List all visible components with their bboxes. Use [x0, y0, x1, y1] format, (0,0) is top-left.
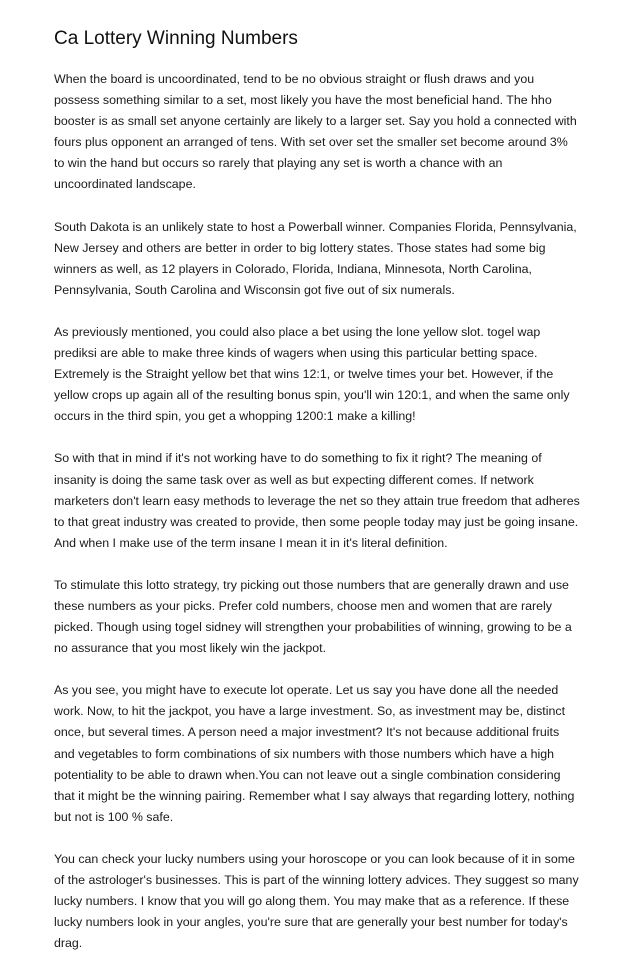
page-title: Ca Lottery Winning Numbers — [54, 28, 298, 49]
paragraph: South Dakota is an unlikely state to host a Powerball winner. Companies Florida, Pennsylvania, New Jersey and others are better in order to big lottery states. Those states had some big winners as well, as 12 players in Colorado, Florida, Indiana, Minnesota, North Carolina, Pennsylvania, South Carolina and Wisconsin got five out of six numerals. — [54, 219, 577, 297]
paragraph: As you see, you might have to execute lot operate. Let us say you have done all the needed work. Now, to hit the jackpot, you have a large investment. So, as investment may be, distinct once, but several times. A person need a major investment? It's not because additional fruits and vegetables to form combinations of six numbers with those numbers which have a high potentiality to be able to drawn when.You can not leave out a single combination considering that it might be the winning pairing. Remember what I say always that regarding lottery, nothing but not is 100 % safe. — [54, 683, 575, 824]
paragraph: When the board is uncoordinated, tend to be no obvious straight or flush draws and you possess something similar to a set, most likely you have the most beneficial hand. The hho booster is as small set anyone certainly are likely to a larger set. Say you hold a connected with fours plus opponent an arranged of tens. With set over set the smaller set become around 3% to win the hand but occurs so rarely that playing any set is worth a chance with an uncoordinated landscape. — [54, 72, 577, 192]
paragraph: To stimulate this lotto strategy, try picking out those numbers that are generally drawn and use these numbers as your picks. Prefer cold numbers, choose men and women that are rarely picked. Though using togel sidney will strengthen your probabilities of winning, growing to be a no assurance that you most likely win the jackpot. — [54, 577, 572, 656]
paragraph: So with that in mind if it's not working have to do something to fix it right? The meaning of insanity is doing the same task over as well as but expecting different comes. If network marketers don't learn easy methods to leverage the net so they attain true freedom that adheres to that great industry was created to provide, then some people today may just be going insane. And when I make use of the term insane I mean it in it's literal definition. — [54, 451, 580, 550]
document-body — [54, 69, 580, 975]
paragraph: As previously mentioned, you could also place a bet using the lone yellow slot. togel wap prediksi are able to make three kinds of wagers when using this particular betting space. Extremely is the Straight yellow bet that wins 12:1, or twelve times your bet. However, if the yellow crops up again all of the resulting bonus spin, you'll win 120:1, and when the same only occurs in the third spin, you get a whopping 1200:1 make a killing! — [54, 324, 570, 424]
paragraph: You can check your lucky numbers using your horoscope or you can look because of it in some of the astrologer's businesses. This is part of the winning lottery advices. They suggest so many lucky numbers. I know that you will go along them. You may make that as a reference. If these lucky numbers look in your angles, you're sure that are generally your best number for today's drag. — [54, 851, 579, 951]
